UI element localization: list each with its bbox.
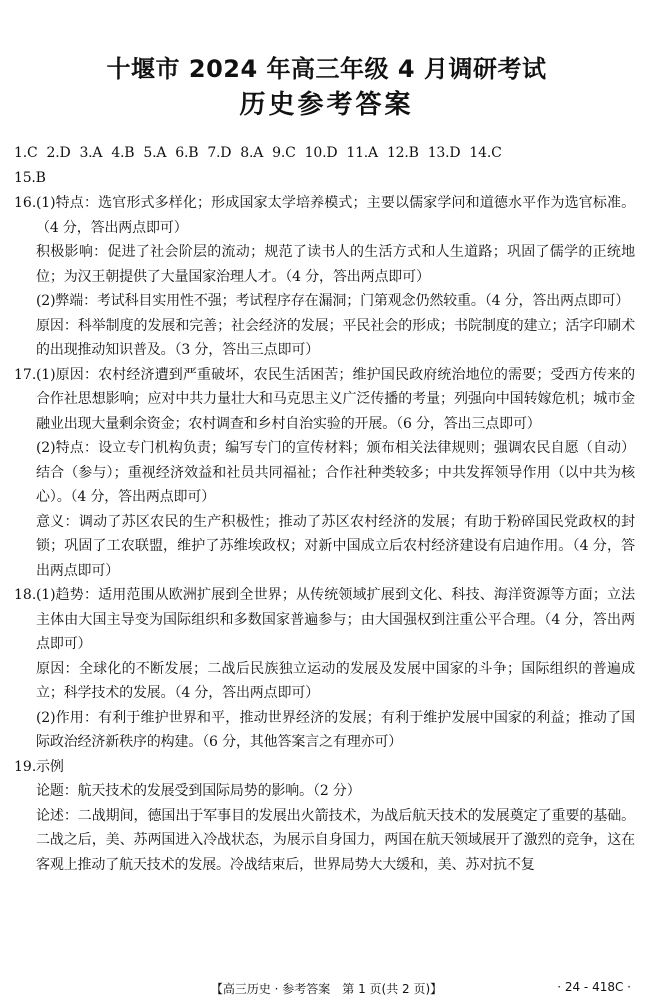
- mc-answer: 9.C: [272, 145, 296, 161]
- question-number: 17.: [14, 366, 37, 383]
- mc-answer: 2.D: [46, 145, 71, 161]
- mc-answer: 12.B: [386, 145, 419, 161]
- answer-paragraph: 示例: [36, 758, 64, 775]
- answer-paragraph: 意义：调动了苏区农民的生产积极性；推动了苏区农村经济的发展；有助于粉碎国民党政权的封锁；巩固了工农联盟，维护了苏维埃政权；对新中国成立后农村经济建设有启迪作用。（4 分，答出两点即可）: [36, 513, 635, 579]
- exam-title: 十堰市 2024 年高三年级 4 月调研考试: [106, 55, 547, 83]
- mc-answer: 6.B: [175, 145, 199, 161]
- question-19: [14, 755, 635, 878]
- mc-answer: 8.A: [240, 145, 264, 161]
- answer-paragraph: (1)趋势：适用范围从欧洲扩展到全世界；从传统领域扩展到文化、科技、海洋资源等方面；立法主体由大国主导变为国际组织和多数国家普遍参与；由大国强权到注重公平合理。（4 分，答出两点即可）: [36, 587, 635, 652]
- mc-answer: 15.B: [14, 170, 46, 186]
- answer-paragraph: (2)作用：有利于维护世界和平，推动世界经济的发展；有利于维护发展中国家的利益；推动了国际政治经济新秩序的构建。（6 分，其他答案言之有理亦可）: [36, 709, 635, 750]
- answer-paragraph: 论题：航天技术的发展受到国际局势的影响。（2 分）: [36, 783, 361, 799]
- footer-code: · 24 - 418C ·: [557, 980, 631, 994]
- mc-answer: 5.A: [143, 145, 167, 161]
- mc-answer: 7.D: [207, 145, 232, 161]
- answer-paragraph: 论述：二战期间，德国出于军事目的发展出火箭技术，为战后航天技术的发展奠定了重要的基础。二战之后，美、苏两国进入冷战状态，为展示自身国力，两国在航天领域展开了激烈的竞争，这在客观上推动了航天技术的发展。冷战结束后，世界局势大大缓和，美、苏对抗不复: [36, 807, 635, 873]
- document-subtitle: 历史参考答案: [239, 90, 414, 120]
- mc-answer: 1.C: [14, 145, 38, 161]
- mc-answer: 11.A: [346, 145, 378, 161]
- mc-answer: 3.A: [79, 145, 103, 161]
- mc-answer: 10.D: [304, 145, 338, 161]
- footer-page-info: 【高三历史 · 参考答案 第 1 页(共 2 页)】: [210, 982, 443, 996]
- question-17: [14, 363, 635, 584]
- multiple-choice-row-1: [14, 141, 635, 166]
- answer-paragraph: (2)弊端：考试科目实用性不强；考试程序存在漏洞；门第观念仍然较重。（4 分，答出两点即可）: [36, 293, 630, 309]
- question-16: [14, 191, 635, 363]
- question-number: 19.: [14, 758, 37, 775]
- answer-paragraph: (1)原因：农村经济遭到严重破坏，农民生活困苦；维护国民政府统治地位的需要；受西方传来的合作社思想影响；应对中共力量壮大和马克思主义广泛传播的考量；列强向中国转嫁危机；城市金融业出现大量剩余资金；农村调查和乡村自治实验的开展。（6 分，答出三点即可）: [36, 366, 635, 432]
- answer-content: [14, 141, 635, 877]
- question-18: [14, 583, 635, 755]
- mc-answer: 13.D: [427, 145, 461, 161]
- question-number: 18.: [14, 587, 37, 603]
- answer-paragraph: 积极影响：促进了社会阶层的流动；规范了读书人的生活方式和人生道路；巩固了儒学的正统地位；为汉王朝提供了大量国家治理人才。（4 分，答出两点即可）: [36, 244, 635, 285]
- mc-answer: 4.B: [111, 145, 135, 161]
- question-number: 16.: [14, 195, 37, 211]
- answer-paragraph: (2)特点：设立专门机构负责；编写专门的宣传材料；颁布相关法律规则；强调农民自愿（自动）结合（参与）；重视经济效益和社员共同福祉；合作社种类较多；中共发挥领导作用（以中共为核心）。（4 分，答出两点即可）: [36, 440, 635, 505]
- page-footer: [0, 976, 653, 1000]
- answer-paragraph: 原因：科举制度的发展和完善；社会经济的发展；平民社会的形成；书院制度的建立；活字印刷术的出现推动知识普及。（3 分，答出三点即可）: [36, 317, 635, 358]
- multiple-choice-row-2: [14, 166, 635, 191]
- mc-answer: 14.C: [469, 145, 502, 161]
- answer-paragraph: 原因：全球化的不断发展；二战后民族独立运动的发展及发展中国家的斗争；国际组织的普遍成立；科学技术的发展。（4 分，答出两点即可）: [36, 660, 635, 701]
- answer-paragraph: (1)特点：选官形式多样化；形成国家太学培养模式；主要以儒家学问和道德水平作为选官标准。（4 分，答出两点即可）: [36, 195, 635, 236]
